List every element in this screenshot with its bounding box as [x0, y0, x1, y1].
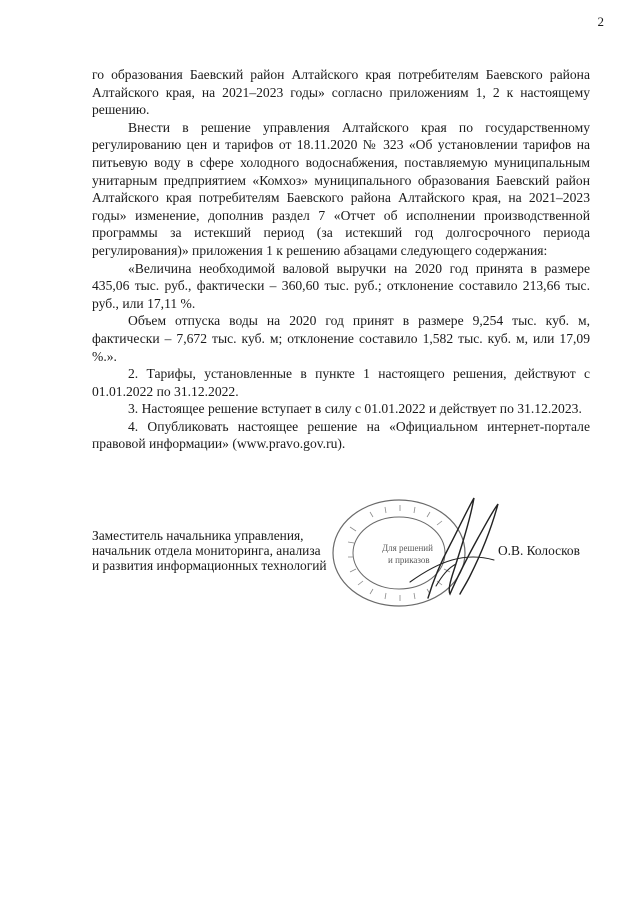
svg-text:и приказов: и приказов: [388, 555, 430, 565]
handwritten-signature-icon: [390, 490, 510, 605]
signatory-title-line: Заместитель начальника управления,: [92, 528, 304, 543]
clause-4: 4. Опубликовать настоящее решение на «Официальном интернет-портале правовой информации» (www.pravo.gov.ru).: [92, 418, 590, 452]
paragraph-amendment: Внести в решение управления Алтайского края по государственному регулированию цен и тарифов от 18.11.2020 № 323 «Об установлении тарифов на питьевую воду в сфере холодного водоснабжения, поставляемую муниципальным унитарным предприятием «Комхоз» муниципального образования Баевский район Алтайского края потребителям Баевского района Алтайского края, на 2021–2023 годы» изменение, дополнив раздел 7 «Отчет об исполнении производственной программы за истекший период (за истекший год долгосрочного периода регулирования)» приложения 1 к решению абзацами следующего содержания:: [92, 119, 590, 258]
paragraph-revenue: «Величина необходимой валовой выручки на 2020 год принята в размере 435,06 тыс. руб., фактически – 360,60 тыс. руб.; отклонение составило 213,66 тыс. руб., или 17,11 %.: [92, 260, 590, 311]
paragraph-continuation: го образования Баевский район Алтайского края потребителям Баевского района Алтайского края, на 2021–2023 годы» согласно приложениям 1, 2 к настоящему решению.: [92, 67, 590, 118]
svg-text:Для решений: Для решений: [382, 543, 433, 553]
clause-3: 3. Настоящее решение вступает в силу с 01.01.2022 и действует по 31.12.2023.: [128, 401, 582, 417]
clause-2: 2. Тарифы, установленные в пункте 1 настоящего решения, действуют с 01.01.2022 по 31.12.2022.: [92, 366, 590, 399]
signatory-title: [92, 528, 327, 573]
document-body: [92, 66, 590, 453]
signatory-title-line: и развития информационных технологий: [92, 558, 327, 573]
page-number: 2: [597, 14, 604, 29]
signatory-name: О.В. Колосков: [498, 543, 580, 558]
signatory-title-line: начальник отдела мониторинга, анализа: [92, 543, 321, 558]
paragraph-water-volume: Объем отпуска воды на 2020 год принят в размере 9,254 тыс. куб. м, фактически – 7,672 тыс. куб. м; отклонение составило 1,582 тыс. куб. м, или 17,09 %.».: [92, 313, 590, 364]
